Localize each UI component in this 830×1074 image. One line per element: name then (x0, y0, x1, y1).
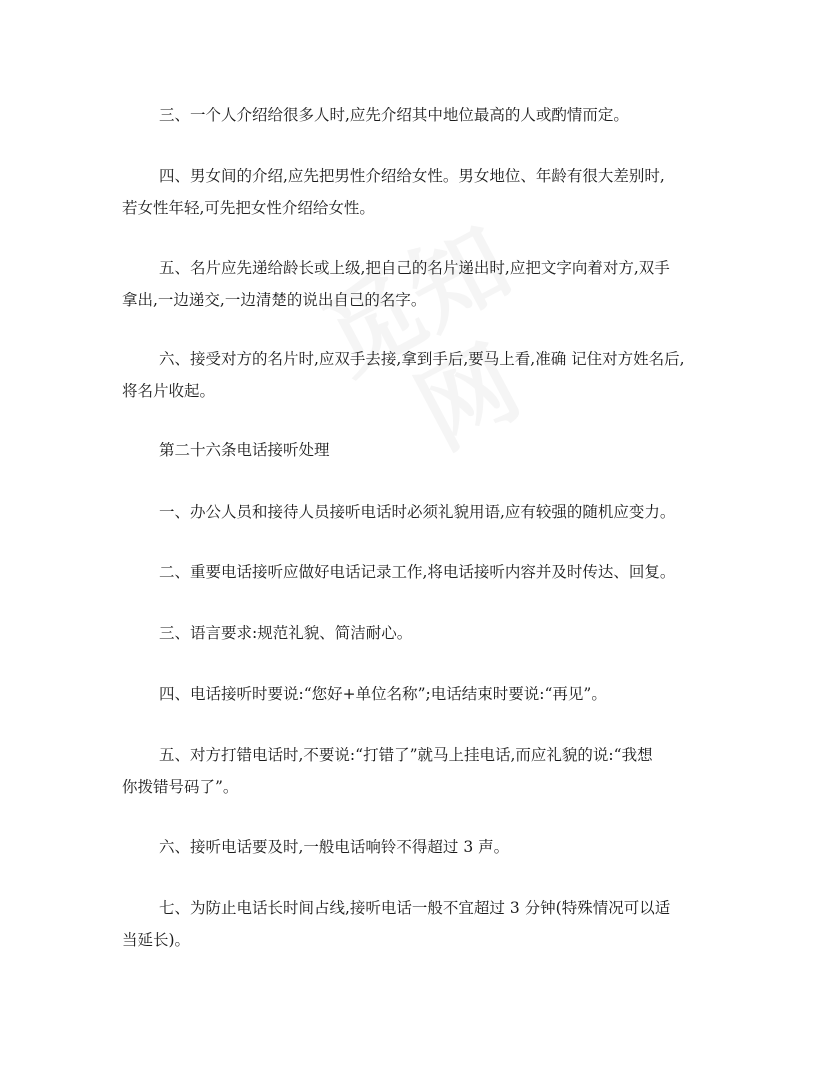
paragraph-line: 七、为防止电话长时间占线,接听电话一般不宜超过 3 分钟(特殊情况可以适 (159, 899, 671, 917)
paragraph-line: 五、名片应先递给龄长或上级,把自己的名片递出时,应把文字向着对方,双手 (159, 259, 670, 277)
paragraph-line: 你拨错号码了”。 (122, 778, 239, 796)
paragraph-line: 四、男女间的介绍,应先把男性介绍给女性。男女地位、年龄有很大差别时, (159, 167, 665, 185)
paragraph-line: 若女性年轻,可先把女性介绍给女性。 (122, 199, 375, 217)
paragraph-answer-timely (122, 831, 712, 863)
paragraph-line: 将名片收起。 (122, 382, 216, 400)
paragraph-line: 拿出,一边递交,一边清楚的说出自己的名字。 (122, 291, 427, 309)
paragraph-phone-records (122, 556, 712, 588)
paragraph-greeting (122, 678, 712, 710)
paragraph-line: 二、重要电话接听应做好电话记录工作,将电话接听内容并及时传达、回复。 (159, 563, 676, 581)
paragraph-intro-multiple (122, 99, 712, 131)
paragraph-line: 当延长)。 (122, 931, 191, 949)
section-heading (122, 434, 712, 466)
paragraph-language (122, 617, 712, 649)
paragraph-line: 一、办公人员和接待人员接听电话时必须礼貌用语,应有较强的随机应变力。 (159, 503, 676, 521)
paragraph-line: 三、语言要求:规范礼貌、简洁耐心。 (159, 624, 413, 642)
paragraph-call-duration (122, 892, 712, 956)
paragraph-business-card-receive (122, 343, 712, 407)
paragraph-line: 六、接受对方的名片时,应双手去接,拿到手后,要马上看,准确 记住对方姓名后, (159, 350, 685, 368)
paragraph-business-card-give (122, 252, 712, 316)
paragraph-wrong-number (122, 739, 712, 803)
paragraph-line: 六、接听电话要及时,一般电话响铃不得超过 3 声。 (159, 838, 510, 856)
paragraph-line: 四、电话接听时要说:“您好+单位名称”;电话结束时要说:“再见”。 (159, 685, 607, 703)
paragraph-line: 第二十六条电话接听处理 (159, 441, 330, 459)
paragraph-line: 三、一个人介绍给很多人时,应先介绍其中地位最高的人或酌情而定。 (159, 106, 629, 124)
paragraph-line: 五、对方打错电话时,不要说:“打错了”就马上挂电话,而应礼貌的说:“我想 (159, 746, 653, 764)
paragraph-phone-politeness (122, 496, 712, 528)
paragraph-intro-gender (122, 160, 712, 224)
